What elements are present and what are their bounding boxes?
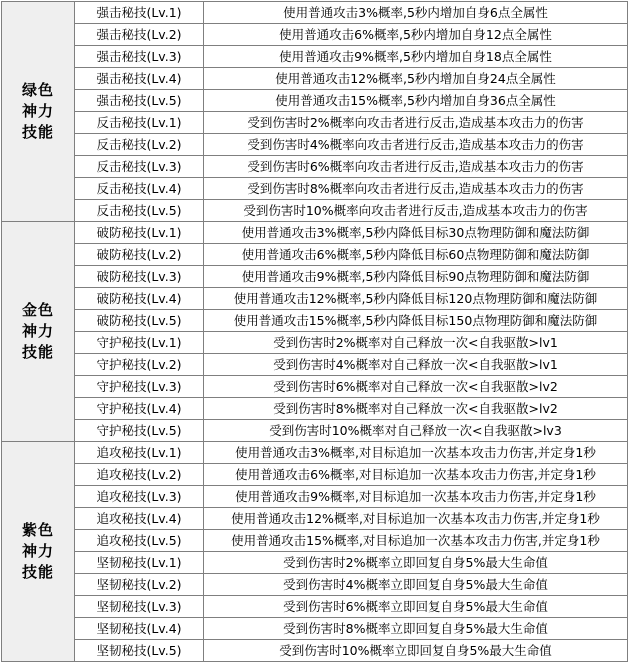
skill-description-cell: 受到伤害时2%概率立即回复自身5%最大生命值 — [204, 552, 628, 574]
skill-description-cell: 使用普通攻击6%概率,5秒内增加自身12点全属性 — [204, 24, 628, 46]
table-row — [2, 156, 628, 178]
skills-table-body — [2, 2, 628, 662]
table-row — [2, 2, 628, 24]
skill-description-cell: 使用普通攻击3%概率,对目标追加一次基本攻击力伤害,并定身1秒 — [204, 442, 628, 464]
table-row — [2, 134, 628, 156]
skill-name-cell: 反击秘技(Lv.2) — [75, 134, 204, 156]
group-label-line: 紫色 — [21, 521, 54, 539]
skill-name-cell: 追攻秘技(Lv.1) — [75, 442, 204, 464]
group-label-cell — [2, 222, 75, 442]
skill-name-cell: 反击秘技(Lv.5) — [75, 200, 204, 222]
skill-description-cell: 受到伤害时6%概率对自己释放一次<自我驱散>lv2 — [204, 376, 628, 398]
table-row — [2, 90, 628, 112]
group-label-line: 技能 — [21, 343, 54, 361]
skill-name-cell: 强击秘技(Lv.2) — [75, 24, 204, 46]
skill-name-cell: 破防秘技(Lv.4) — [75, 288, 204, 310]
skill-name-cell: 坚韧秘技(Lv.5) — [75, 640, 204, 662]
table-row — [2, 24, 628, 46]
group-label-line: 神力 — [21, 322, 54, 340]
skill-name-cell: 追攻秘技(Lv.2) — [75, 464, 204, 486]
table-row — [2, 112, 628, 134]
skill-description-cell: 使用普通攻击12%概率,对目标追加一次基本攻击力伤害,并定身1秒 — [204, 508, 628, 530]
skill-description-cell: 使用普通攻击9%概率,5秒内增加自身18点全属性 — [204, 46, 628, 68]
skill-name-cell: 破防秘技(Lv.3) — [75, 266, 204, 288]
skill-description-cell: 受到伤害时10%概率向攻击者进行反击,造成基本攻击力的伤害 — [204, 200, 628, 222]
skill-name-cell: 坚韧秘技(Lv.3) — [75, 596, 204, 618]
skill-description-cell: 使用普通攻击3%概率,5秒内降低目标30点物理防御和魔法防御 — [204, 222, 628, 244]
skill-description-cell: 使用普通攻击6%概率,对目标追加一次基本攻击力伤害,并定身1秒 — [204, 464, 628, 486]
skill-name-cell: 守护秘技(Lv.1) — [75, 332, 204, 354]
skill-name-cell: 追攻秘技(Lv.5) — [75, 530, 204, 552]
skill-name-cell: 破防秘技(Lv.2) — [75, 244, 204, 266]
table-row — [2, 618, 628, 640]
skill-name-cell: 追攻秘技(Lv.3) — [75, 486, 204, 508]
group-label-cell — [2, 2, 75, 222]
skill-description-cell: 使用普通攻击9%概率,5秒内降低目标90点物理防御和魔法防御 — [204, 266, 628, 288]
table-row — [2, 46, 628, 68]
group-label-line: 神力 — [21, 102, 54, 120]
skill-name-cell: 守护秘技(Lv.5) — [75, 420, 204, 442]
skill-name-cell: 守护秘技(Lv.2) — [75, 354, 204, 376]
skill-description-cell: 受到伤害时2%概率向攻击者进行反击,造成基本攻击力的伤害 — [204, 112, 628, 134]
skill-name-cell: 强击秘技(Lv.5) — [75, 90, 204, 112]
skill-description-cell: 受到伤害时8%概率向攻击者进行反击,造成基本攻击力的伤害 — [204, 178, 628, 200]
table-row — [2, 376, 628, 398]
skill-description-cell: 受到伤害时10%概率对自己释放一次<自我驱散>lv3 — [204, 420, 628, 442]
table-row — [2, 68, 628, 90]
table-row — [2, 244, 628, 266]
table-row — [2, 442, 628, 464]
table-row — [2, 200, 628, 222]
table-row — [2, 288, 628, 310]
skill-description-cell: 受到伤害时8%概率对自己释放一次<自我驱散>lv2 — [204, 398, 628, 420]
skill-name-cell: 坚韧秘技(Lv.4) — [75, 618, 204, 640]
table-row — [2, 310, 628, 332]
skill-name-cell: 破防秘技(Lv.1) — [75, 222, 204, 244]
table-row — [2, 222, 628, 244]
skill-description-cell: 使用普通攻击9%概率,对目标追加一次基本攻击力伤害,并定身1秒 — [204, 486, 628, 508]
skill-description-cell: 受到伤害时4%概率立即回复自身5%最大生命值 — [204, 574, 628, 596]
skill-description-cell: 受到伤害时10%概率立即回复自身5%最大生命值 — [204, 640, 628, 662]
table-row — [2, 464, 628, 486]
skill-description-cell: 使用普通攻击15%概率,对目标追加一次基本攻击力伤害,并定身1秒 — [204, 530, 628, 552]
skill-description-cell: 受到伤害时4%概率向攻击者进行反击,造成基本攻击力的伤害 — [204, 134, 628, 156]
skill-description-cell: 使用普通攻击3%概率,5秒内增加自身6点全属性 — [204, 2, 628, 24]
skill-description-cell: 受到伤害时8%概率立即回复自身5%最大生命值 — [204, 618, 628, 640]
group-label-line: 金色 — [21, 301, 54, 319]
skill-description-cell: 使用普通攻击12%概率,5秒内降低目标120点物理防御和魔法防御 — [204, 288, 628, 310]
group-label-line: 技能 — [21, 123, 54, 141]
skill-description-cell: 使用普通攻击12%概率,5秒内增加自身24点全属性 — [204, 68, 628, 90]
table-row — [2, 508, 628, 530]
skill-description-cell: 受到伤害时6%概率立即回复自身5%最大生命值 — [204, 596, 628, 618]
group-label-cell — [2, 442, 75, 662]
skill-description-cell: 受到伤害时6%概率向攻击者进行反击,造成基本攻击力的伤害 — [204, 156, 628, 178]
skill-description-cell: 使用普通攻击6%概率,5秒内降低目标60点物理防御和魔法防御 — [204, 244, 628, 266]
table-row — [2, 486, 628, 508]
skill-name-cell: 强击秘技(Lv.1) — [75, 2, 204, 24]
skill-name-cell: 破防秘技(Lv.5) — [75, 310, 204, 332]
skill-name-cell: 守护秘技(Lv.4) — [75, 398, 204, 420]
skill-name-cell: 强击秘技(Lv.3) — [75, 46, 204, 68]
table-row — [2, 178, 628, 200]
table-row — [2, 354, 628, 376]
skill-name-cell: 守护秘技(Lv.3) — [75, 376, 204, 398]
skills-table — [1, 1, 628, 662]
skill-name-cell: 反击秘技(Lv.4) — [75, 178, 204, 200]
group-label-line: 绿色 — [21, 81, 54, 99]
skill-description-cell: 使用普通攻击15%概率,5秒内增加自身36点全属性 — [204, 90, 628, 112]
table-row — [2, 596, 628, 618]
table-row — [2, 332, 628, 354]
group-label-line: 神力 — [21, 542, 54, 560]
skill-name-cell: 反击秘技(Lv.3) — [75, 156, 204, 178]
skill-name-cell: 坚韧秘技(Lv.1) — [75, 552, 204, 574]
table-row — [2, 398, 628, 420]
table-row — [2, 552, 628, 574]
group-label-line: 技能 — [21, 563, 54, 581]
table-row — [2, 640, 628, 662]
table-row — [2, 530, 628, 552]
table-row — [2, 266, 628, 288]
skill-description-cell: 受到伤害时4%概率对自己释放一次<自我驱散>lv1 — [204, 354, 628, 376]
table-row — [2, 574, 628, 596]
skill-name-cell: 强击秘技(Lv.4) — [75, 68, 204, 90]
skill-name-cell: 反击秘技(Lv.1) — [75, 112, 204, 134]
skill-name-cell: 追攻秘技(Lv.4) — [75, 508, 204, 530]
skill-description-cell: 使用普通攻击15%概率,5秒内降低目标150点物理防御和魔法防御 — [204, 310, 628, 332]
table-row — [2, 420, 628, 442]
skill-name-cell: 坚韧秘技(Lv.2) — [75, 574, 204, 596]
skill-description-cell: 受到伤害时2%概率对自己释放一次<自我驱散>lv1 — [204, 332, 628, 354]
